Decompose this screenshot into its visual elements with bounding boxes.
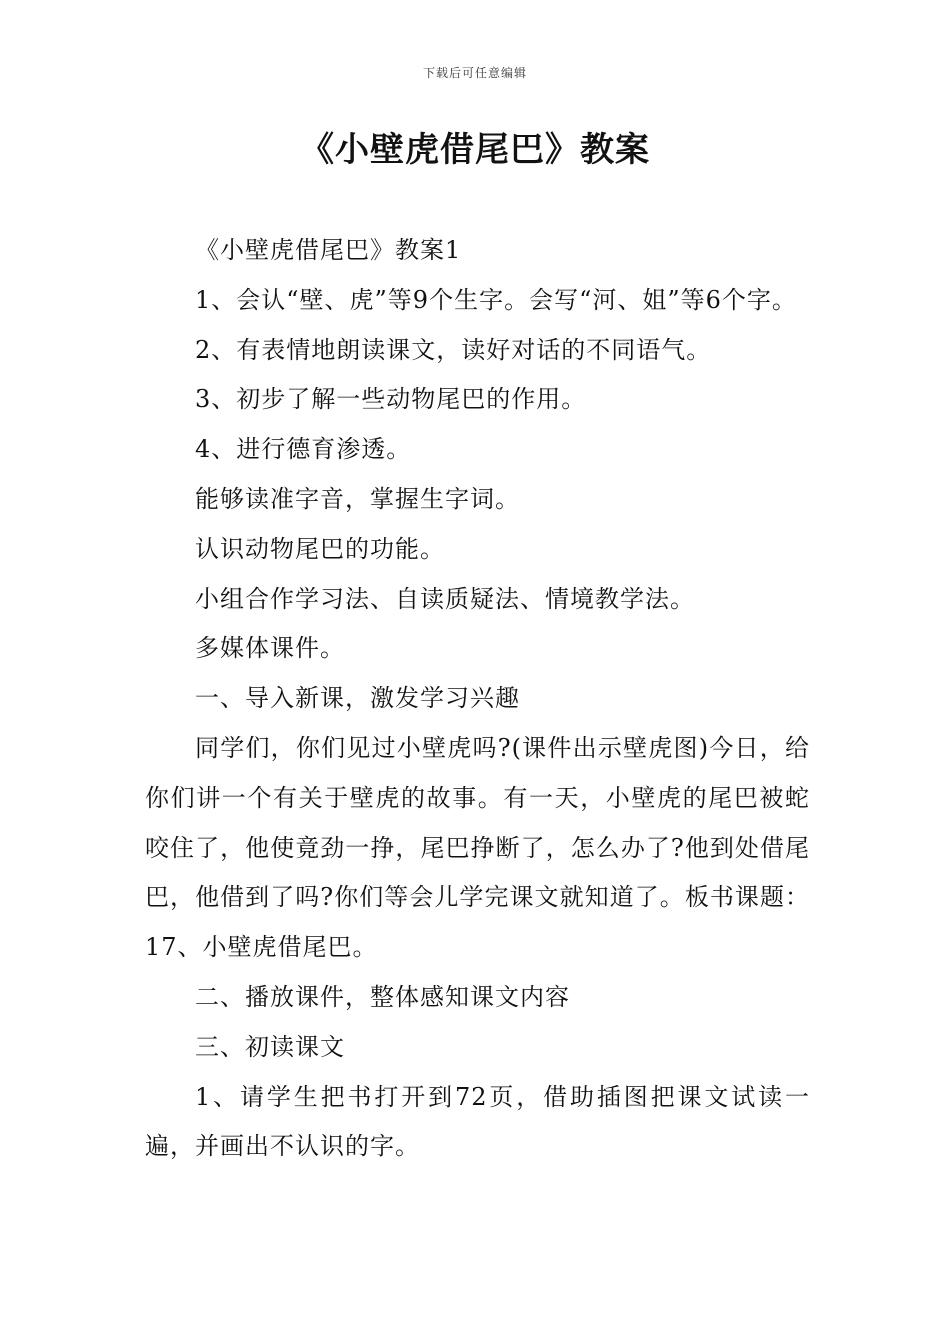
paragraph-difficulty: 认识动物尾巴的功能。 — [195, 534, 445, 563]
paragraph-step-2-heading: 二、播放课件，整体感知课文内容 — [195, 982, 570, 1011]
document-title: 《小壁虎借尾巴》教案 — [300, 130, 650, 170]
paragraph-step-3-item-1: 1、请学生把书打开到72页，借助插图把课文试读一遍，并画出不认识的字。 — [145, 1082, 810, 1161]
paragraph-step-3-heading: 三、初读课文 — [195, 1032, 345, 1061]
paragraph-introduction: 同学们，你们见过小壁虎吗?(课件出示壁虎图)今日，给你们讲一个有关于壁虎的故事。有一天，小壁虎的尾巴被蛇咬住了，他使竟劲一挣，尾巴挣断了，怎么办了?他到处借尾巴，他借到了吗?你们等会儿学完课文就知道了。板书课题：17、小壁虎借尾巴。 — [145, 733, 810, 962]
paragraph-key-point: 能够读准字音，掌握生字词。 — [195, 484, 520, 513]
paragraph-goal-3: 3、初步了解一些动物尾巴的作用。 — [195, 385, 587, 414]
document-body — [145, 226, 810, 1172]
paragraph-goal-1: 1、会认“壁、虎”等9个生字。会写“河、姐”等6个字。 — [195, 285, 797, 314]
paragraph-goal-2: 2、有表情地朗读课文，读好对话的不同语气。 — [195, 335, 712, 364]
paragraph-materials: 多媒体课件。 — [195, 634, 345, 663]
paragraph-methods: 小组合作学习法、自读质疑法、情境教学法。 — [195, 584, 695, 613]
paragraph-goal-4: 4、进行德育渗透。 — [195, 435, 412, 464]
header-note: 下载后可任意编辑 — [422, 66, 527, 80]
paragraph-section-heading: 《小壁虎借尾巴》教案1 — [195, 236, 462, 264]
paragraph-step-1-heading: 一、导入新课，激发学习兴趣 — [195, 684, 520, 713]
